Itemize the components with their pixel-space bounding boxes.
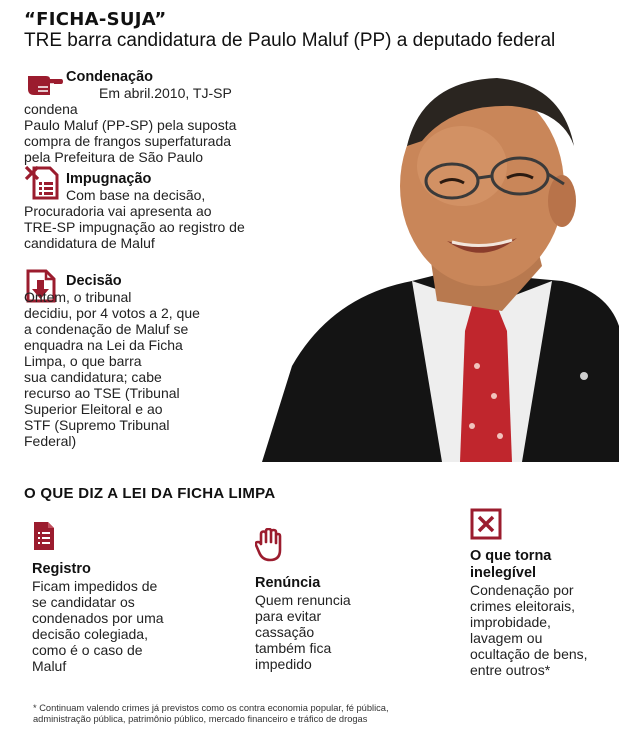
law-item-body: Ficam impedidos de se candidatar os condenados por uma decisão colegiada, como é o caso de Maluf [32, 578, 164, 674]
law-item-title: Registro [32, 561, 91, 577]
law-item-body: Condenação por crimes eleitorais, improbidade, lavagem ou ocultação de bens, entre outros* [470, 582, 588, 678]
headline: TRE barra candidatura de Paulo Maluf (PP) a deputado federal [24, 30, 556, 51]
stage-decisao [24, 268, 264, 458]
law-item-title: Renúncia [255, 575, 321, 591]
section-title: O QUE DIZ A LEI DA FICHA LIMPA [24, 485, 276, 502]
stage-body: Com base na decisão, Procuradoria vai apresenta ao TRE-SP impugnação ao registro de candidatura de Maluf [24, 187, 245, 251]
law-item-body: Quem renuncia para evitar cassação também fica impedido [255, 592, 351, 672]
raised-hand-icon [255, 528, 285, 564]
footnote: * Continuam valendo crimes já previstos como os contra economia popular, fé pública, administração pública, patrimônio público, mercado financeiro e tráfico de drogas [33, 703, 389, 724]
x-box-icon [470, 508, 506, 544]
stage-title: Decisão [66, 273, 122, 289]
politician-photo [262, 66, 619, 462]
stage-body: Em abril.2010, TJ-SP condena Paulo Maluf (PP-SP) pela suposta compra de frangos superfaturada pela Prefeitura de São Paulo [24, 85, 237, 165]
law-item-registro [32, 520, 202, 674]
stage-condenacao [24, 68, 264, 165]
stage-title: Impugnação [66, 171, 152, 187]
stage-impugnacao [24, 165, 264, 260]
law-item-renuncia [255, 528, 405, 672]
law-item-title: O que torna inelegível [470, 548, 552, 581]
law-item-inelegivel [470, 508, 620, 678]
stage-body: Ontem, o tribunal decidiu, por 4 votos a 2, que a condenação de Maluf se enquadra na Lei da Ficha Limpa, o que barra sua candidatura; cabe recurso ao TSE (Tribunal Superior Eleitoral e ao STF (Supremo Tribunal Federal) [24, 289, 200, 449]
list-document-icon [32, 520, 62, 556]
kicker: “FICHA-SUJA” [24, 9, 167, 30]
stage-title: Condenação [66, 69, 154, 85]
